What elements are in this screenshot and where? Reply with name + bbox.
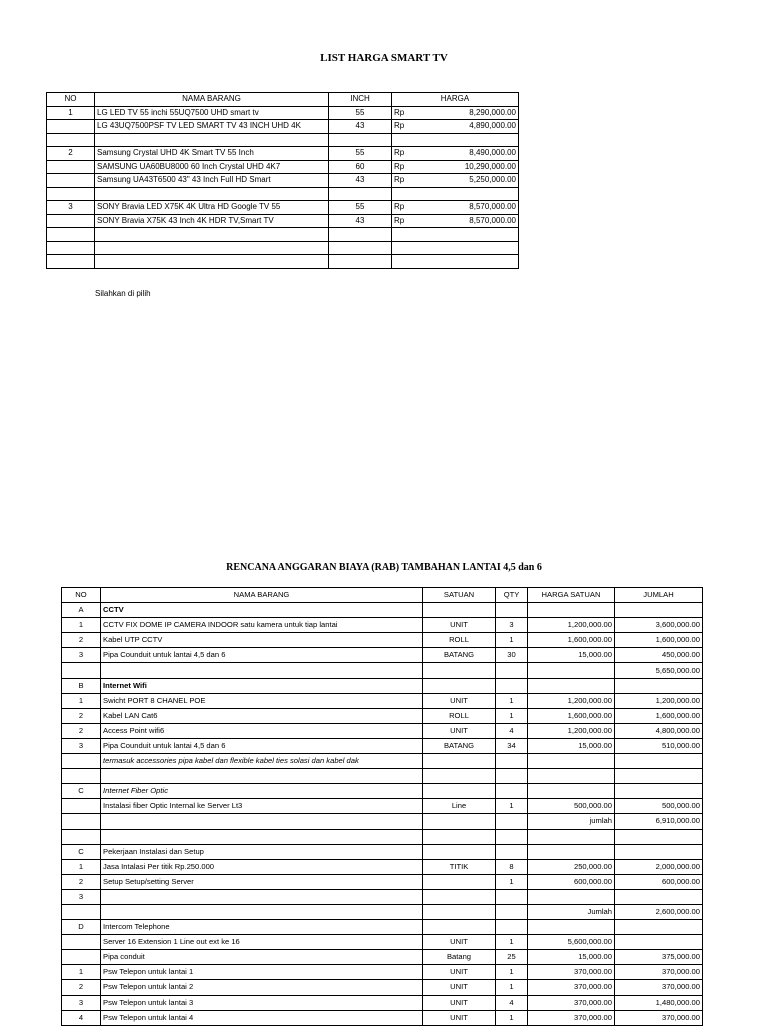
row-harga-satuan: Jumlah [528, 904, 615, 919]
row-jumlah: 1,200,000.00 [615, 693, 703, 708]
row-no [62, 754, 101, 769]
row-harga-satuan [528, 663, 615, 678]
row-nama-barang: Kabel UTP CCTV [101, 633, 423, 648]
row-inch: 55 [329, 147, 392, 161]
row-harga-satuan: 370,000.00 [528, 980, 615, 995]
row-currency: Rp [392, 120, 422, 134]
row-harga-satuan: 15,000.00 [528, 648, 615, 663]
row-no [47, 133, 95, 147]
row-jumlah [615, 754, 703, 769]
row-nama-barang: Server 16 Extension 1 Line out ext ke 16 [101, 935, 423, 950]
row-jumlah [615, 769, 703, 784]
row-satuan [423, 844, 496, 859]
row-no: C [62, 784, 101, 799]
row-qty: 1 [496, 708, 528, 723]
row-jumlah: 510,000.00 [615, 738, 703, 753]
row-jumlah: 1,480,000.00 [615, 995, 703, 1010]
row-harga-satuan: 370,000.00 [528, 995, 615, 1010]
table-row [62, 904, 703, 919]
row-jumlah: 600,000.00 [615, 874, 703, 889]
tv-price-table [46, 92, 519, 269]
row-satuan [423, 754, 496, 769]
row-currency: Rp [392, 174, 422, 188]
row-nama-barang: Jasa Intalasi Per titik Rp.250.000 [101, 859, 423, 874]
row-no: C [62, 844, 101, 859]
row-no: 1 [47, 106, 95, 120]
table-row [62, 950, 703, 965]
row-no: 3 [62, 889, 101, 904]
row-satuan: UNIT [423, 935, 496, 950]
row-jumlah: 1,600,000.00 [615, 708, 703, 723]
row-no [62, 935, 101, 950]
row-harga-satuan: 370,000.00 [528, 965, 615, 980]
row-nama-barang: Instalasi fiber Optic Internal ke Server Lt3 [101, 799, 423, 814]
row-nama-barang [101, 814, 423, 829]
table-row [62, 618, 703, 633]
table-row [47, 255, 519, 269]
row-harga [422, 255, 519, 269]
row-nama-barang [95, 133, 329, 147]
row-currency [392, 187, 422, 201]
row-inch: 43 [329, 120, 392, 134]
row-jumlah: 450,000.00 [615, 648, 703, 663]
table-row [62, 799, 703, 814]
row-qty [496, 784, 528, 799]
row-no [47, 187, 95, 201]
row-nama-barang: Setup Setup/setting Server [101, 874, 423, 889]
table-row [62, 859, 703, 874]
row-nama-barang [95, 187, 329, 201]
row-satuan [423, 784, 496, 799]
table-row [47, 228, 519, 242]
header-harga-satuan: HARGA SATUAN [528, 588, 615, 603]
row-harga-satuan [528, 784, 615, 799]
row-nama-barang: Internet Wifi [101, 678, 423, 693]
row-no: 2 [62, 708, 101, 723]
row-no [62, 814, 101, 829]
row-no [62, 769, 101, 784]
row-currency: Rp [392, 160, 422, 174]
row-nama-barang [101, 889, 423, 904]
row-nama-barang: LG 43UQ7500PSF TV LED SMART TV 43 INCH UHD 4K [95, 120, 329, 134]
row-harga-satuan [528, 603, 615, 618]
row-satuan: UNIT [423, 693, 496, 708]
header-no: NO [47, 93, 95, 107]
row-no [62, 799, 101, 814]
row-harga-satuan: 500,000.00 [528, 799, 615, 814]
row-harga-satuan: 370,000.00 [528, 1010, 615, 1025]
table-row [62, 814, 703, 829]
row-qty [496, 769, 528, 784]
row-currency [392, 241, 422, 255]
row-harga-satuan [528, 829, 615, 844]
row-nama-barang: Psw Telepon untuk lantai 2 [101, 980, 423, 995]
row-qty: 1 [496, 965, 528, 980]
row-inch [329, 228, 392, 242]
row-satuan: UNIT [423, 618, 496, 633]
row-no: 2 [62, 633, 101, 648]
tv-table-header [47, 93, 519, 107]
row-satuan: ROLL [423, 633, 496, 648]
row-jumlah: 500,000.00 [615, 799, 703, 814]
row-harga-satuan: 1,600,000.00 [528, 708, 615, 723]
table-row [62, 829, 703, 844]
row-no: D [62, 920, 101, 935]
row-satuan [423, 814, 496, 829]
header-satuan: SATUAN [423, 588, 496, 603]
row-harga-satuan [528, 920, 615, 935]
row-currency: Rp [392, 106, 422, 120]
row-no [62, 950, 101, 965]
row-harga-satuan: 250,000.00 [528, 859, 615, 874]
row-jumlah: 370,000.00 [615, 980, 703, 995]
header-inch: INCH [329, 93, 392, 107]
row-nama-barang [101, 769, 423, 784]
table-row [62, 633, 703, 648]
table-row [47, 147, 519, 161]
row-qty: 1 [496, 874, 528, 889]
header-nama-barang: NAMA BARANG [95, 93, 329, 107]
row-harga: 8,290,000.00 [422, 106, 519, 120]
row-harga [422, 241, 519, 255]
row-satuan: UNIT [423, 980, 496, 995]
row-jumlah: 2,000,000.00 [615, 859, 703, 874]
row-no [47, 174, 95, 188]
row-harga: 5,250,000.00 [422, 174, 519, 188]
row-qty: 34 [496, 738, 528, 753]
table-row [62, 769, 703, 784]
row-harga-satuan: 15,000.00 [528, 950, 615, 965]
row-nama-barang: CCTV FIX DOME IP CAMERA INDOOR satu kamera untuk tiap lantai [101, 618, 423, 633]
row-harga [422, 228, 519, 242]
row-satuan [423, 678, 496, 693]
row-nama-barang [95, 228, 329, 242]
row-nama-barang [101, 904, 423, 919]
table-row [62, 754, 703, 769]
table-row [62, 678, 703, 693]
row-inch [329, 255, 392, 269]
row-satuan: UNIT [423, 965, 496, 980]
header-no: NO [62, 588, 101, 603]
table-row [47, 201, 519, 215]
row-satuan: TITIK [423, 859, 496, 874]
row-harga-satuan: 1,200,000.00 [528, 618, 615, 633]
row-nama-barang: Pipa Counduit untuk lantai 4,5 dan 6 [101, 648, 423, 663]
row-nama-barang: Pipa conduit [101, 950, 423, 965]
row-harga-satuan: 600,000.00 [528, 874, 615, 889]
row-satuan [423, 904, 496, 919]
row-harga-satuan [528, 844, 615, 859]
row-harga-satuan [528, 678, 615, 693]
table-row [62, 708, 703, 723]
row-jumlah [615, 678, 703, 693]
row-nama-barang: Intercom Telephone [101, 920, 423, 935]
row-nama-barang: SONY Bravia X75K 43 Inch 4K HDR TV,Smart TV [95, 214, 329, 228]
row-jumlah: 4,800,000.00 [615, 723, 703, 738]
table-row [47, 214, 519, 228]
table-row [62, 693, 703, 708]
row-jumlah: 1,600,000.00 [615, 633, 703, 648]
row-no: A [62, 603, 101, 618]
row-inch: 55 [329, 106, 392, 120]
row-jumlah: 375,000.00 [615, 950, 703, 965]
row-no: 2 [62, 874, 101, 889]
row-nama-barang: Kabel LAN Cat6 [101, 708, 423, 723]
row-currency [392, 228, 422, 242]
rab-title: RENCANA ANGGARAN BIAYA (RAB) TAMBAHAN LANTAI 4,5 dan 6 [226, 562, 542, 573]
table-row [47, 106, 519, 120]
row-no [47, 120, 95, 134]
row-no [47, 255, 95, 269]
table-row [47, 133, 519, 147]
table-row [62, 844, 703, 859]
table-row [47, 120, 519, 134]
row-satuan: BATANG [423, 738, 496, 753]
row-harga: 4,890,000.00 [422, 120, 519, 134]
row-harga: 8,570,000.00 [422, 201, 519, 215]
row-satuan [423, 769, 496, 784]
header-harga: HARGA [392, 93, 519, 107]
row-currency: Rp [392, 214, 422, 228]
header-qty: QTY [496, 588, 528, 603]
row-qty: 1 [496, 633, 528, 648]
table-row [62, 965, 703, 980]
row-qty [496, 678, 528, 693]
row-currency [392, 133, 422, 147]
row-satuan [423, 874, 496, 889]
row-inch: 55 [329, 201, 392, 215]
row-no: 1 [62, 693, 101, 708]
row-satuan [423, 920, 496, 935]
row-currency: Rp [392, 201, 422, 215]
row-jumlah: 3,600,000.00 [615, 618, 703, 633]
table-row [62, 723, 703, 738]
row-nama-barang [101, 663, 423, 678]
row-jumlah [615, 889, 703, 904]
row-qty [496, 920, 528, 935]
row-no: 1 [62, 618, 101, 633]
row-satuan: Batang [423, 950, 496, 965]
row-satuan [423, 829, 496, 844]
row-no [62, 904, 101, 919]
row-inch [329, 187, 392, 201]
row-satuan: UNIT [423, 723, 496, 738]
row-jumlah [615, 784, 703, 799]
row-no [62, 829, 101, 844]
row-jumlah: 2,600,000.00 [615, 904, 703, 919]
row-qty: 4 [496, 723, 528, 738]
table-row [47, 241, 519, 255]
row-qty: 1 [496, 799, 528, 814]
row-no [47, 241, 95, 255]
row-qty: 25 [496, 950, 528, 965]
row-nama-barang: Samsung Crystal UHD 4K Smart TV 55 Inch [95, 147, 329, 161]
table-row [47, 187, 519, 201]
row-inch: 43 [329, 174, 392, 188]
row-inch [329, 133, 392, 147]
choose-note: Silahkan di pilih [95, 289, 151, 298]
row-satuan [423, 663, 496, 678]
row-no: 3 [62, 738, 101, 753]
table-row [62, 995, 703, 1010]
row-qty: 8 [496, 859, 528, 874]
row-qty: 1 [496, 980, 528, 995]
table-row [62, 738, 703, 753]
rab-table [61, 587, 703, 1026]
row-nama-barang: Pekerjaan Instalasi dan Setup [101, 844, 423, 859]
row-no [47, 160, 95, 174]
row-no: 2 [62, 723, 101, 738]
row-jumlah [615, 603, 703, 618]
row-no: 2 [62, 980, 101, 995]
row-harga: 10,290,000.00 [422, 160, 519, 174]
row-satuan [423, 603, 496, 618]
row-jumlah [615, 844, 703, 859]
row-nama-barang: SAMSUNG UA60BU8000 60 Inch Crystal UHD 4K7 [95, 160, 329, 174]
row-satuan: BATANG [423, 648, 496, 663]
row-harga: 8,570,000.00 [422, 214, 519, 228]
row-currency [392, 255, 422, 269]
row-qty [496, 603, 528, 618]
row-no: 1 [62, 965, 101, 980]
row-qty: 1 [496, 935, 528, 950]
row-harga-satuan: 1,600,000.00 [528, 633, 615, 648]
row-inch: 60 [329, 160, 392, 174]
row-satuan: Line [423, 799, 496, 814]
row-no: 2 [47, 147, 95, 161]
row-harga-satuan [528, 754, 615, 769]
row-qty [496, 889, 528, 904]
row-nama-barang [95, 241, 329, 255]
row-nama-barang: Swicht PORT 8 CHANEL POE [101, 693, 423, 708]
row-nama-barang: termasuk accessories pipa kabel dan flexible kabel ties solasi dan kabel dak [101, 754, 423, 769]
row-jumlah: 6,910,000.00 [615, 814, 703, 829]
row-qty [496, 904, 528, 919]
row-nama-barang: CCTV [101, 603, 423, 618]
row-qty [496, 754, 528, 769]
header-jumlah: JUMLAH [615, 588, 703, 603]
row-no [47, 228, 95, 242]
row-harga-satuan: jumlah [528, 814, 615, 829]
row-harga-satuan: 5,600,000.00 [528, 935, 615, 950]
row-qty [496, 814, 528, 829]
row-no: 1 [62, 859, 101, 874]
row-harga-satuan: 1,200,000.00 [528, 723, 615, 738]
table-row [62, 889, 703, 904]
row-satuan: UNIT [423, 1010, 496, 1025]
tv-list-title: LIST HARGA SMART TV [320, 52, 448, 64]
row-nama-barang [101, 829, 423, 844]
table-row [47, 174, 519, 188]
row-nama-barang: SONY Bravia LED X75K 4K Ultra HD Google TV 55 [95, 201, 329, 215]
row-no: 3 [62, 648, 101, 663]
rab-table-header [62, 588, 703, 603]
row-qty [496, 844, 528, 859]
table-row [62, 1010, 703, 1025]
row-no: 3 [62, 995, 101, 1010]
row-jumlah: 370,000.00 [615, 1010, 703, 1025]
row-nama-barang: Pipa Counduit untuk lantai 4,5 dan 6 [101, 738, 423, 753]
row-qty: 3 [496, 618, 528, 633]
row-nama-barang: Psw Telepon untuk lantai 1 [101, 965, 423, 980]
row-nama-barang [95, 255, 329, 269]
row-qty [496, 663, 528, 678]
row-nama-barang: Internet Fiber Optic [101, 784, 423, 799]
row-satuan: UNIT [423, 995, 496, 1010]
row-harga-satuan: 15,000.00 [528, 738, 615, 753]
row-no [62, 663, 101, 678]
row-harga-satuan: 1,200,000.00 [528, 693, 615, 708]
table-row [47, 160, 519, 174]
row-nama-barang: LG LED TV 55 inchi 55UQ7500 UHD smart tv [95, 106, 329, 120]
row-no: 3 [47, 201, 95, 215]
table-row [62, 784, 703, 799]
row-satuan: ROLL [423, 708, 496, 723]
header-nama-barang: NAMA BARANG [101, 588, 423, 603]
row-nama-barang: Samsung UA43T6500 43" 43 Inch Full HD Smart [95, 174, 329, 188]
row-qty [496, 829, 528, 844]
row-currency: Rp [392, 147, 422, 161]
table-row [62, 980, 703, 995]
row-satuan [423, 889, 496, 904]
row-inch [329, 241, 392, 255]
row-qty: 1 [496, 1010, 528, 1025]
row-jumlah [615, 829, 703, 844]
row-harga: 8,490,000.00 [422, 147, 519, 161]
row-harga-satuan [528, 889, 615, 904]
row-harga [422, 187, 519, 201]
row-no: 4 [62, 1010, 101, 1025]
row-qty: 30 [496, 648, 528, 663]
table-row [62, 874, 703, 889]
row-harga-satuan [528, 769, 615, 784]
row-harga [422, 133, 519, 147]
row-nama-barang: Psw Telepon untuk lantai 4 [101, 1010, 423, 1025]
row-jumlah: 370,000.00 [615, 965, 703, 980]
row-inch: 43 [329, 214, 392, 228]
table-row [62, 663, 703, 678]
row-qty: 4 [496, 995, 528, 1010]
table-row [62, 935, 703, 950]
row-no: B [62, 678, 101, 693]
row-nama-barang: Psw Telepon untuk lantai 3 [101, 995, 423, 1010]
table-row [62, 603, 703, 618]
table-row [62, 648, 703, 663]
row-jumlah: 5,650,000.00 [615, 663, 703, 678]
row-jumlah [615, 920, 703, 935]
row-nama-barang: Access Point wifi6 [101, 723, 423, 738]
table-row [62, 920, 703, 935]
row-qty: 1 [496, 693, 528, 708]
row-jumlah [615, 935, 703, 950]
row-no [47, 214, 95, 228]
